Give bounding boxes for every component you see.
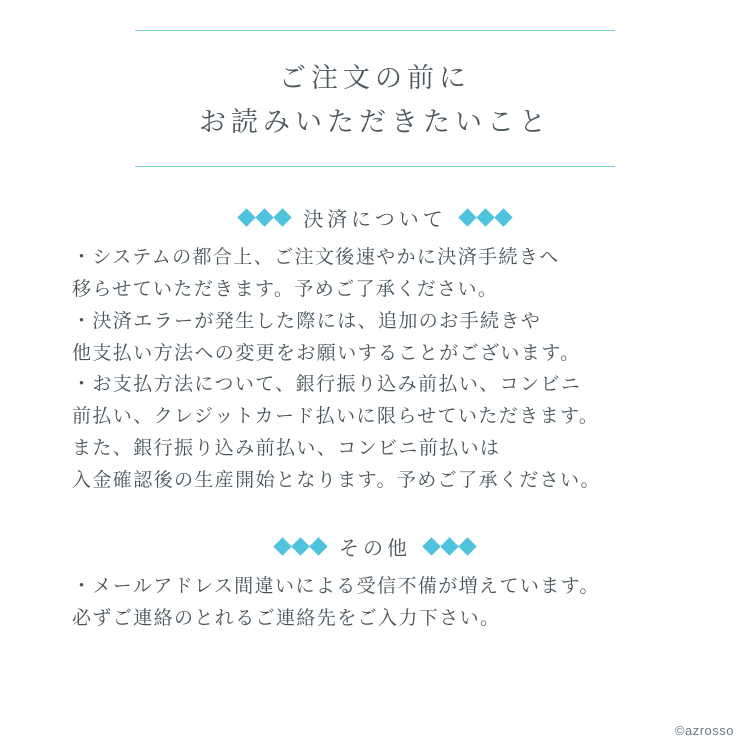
body-line: ・お支払方法について、銀行振り込み前払い、コンビニ — [72, 374, 582, 396]
page-title-line-2: お読みいただきたいこと — [199, 106, 551, 137]
section-body-payment — [0, 242, 750, 496]
body-line: 前払い、クレジットカード払いに限らせていただきます。 — [72, 406, 600, 428]
body-line: ・メールアドレス間違いによる受信不備が増えています。 — [72, 576, 600, 598]
body-line: ・システムの都合上、ご注文後速やかに決済手続きへ — [72, 247, 560, 269]
body-line: 入金確認後の生産開始となります。予めご了承ください。 — [72, 469, 601, 491]
copyright-credit: ©azrosso — [674, 723, 734, 738]
section-heading-payment — [0, 203, 750, 232]
body-line: 移らせていただきます。予めご了承ください。 — [72, 279, 499, 301]
page-title-line-1: ご注文の前に — [279, 63, 471, 93]
header-divider-top — [135, 30, 615, 31]
diamond-ornament-left-icon — [276, 540, 325, 553]
diamond-ornament-right-icon — [425, 540, 474, 553]
diamond-ornament-left-icon — [240, 211, 289, 224]
section-body-other — [0, 571, 750, 634]
body-line: ・決済エラーが発生した際には、追加のお手続きや — [72, 310, 542, 332]
body-line: また、銀行振り込み前払い、コンビニ前払いは — [72, 437, 501, 459]
header-divider-bottom — [135, 166, 615, 167]
section-heading-other — [0, 532, 750, 561]
section-title-other: その他 — [339, 538, 411, 561]
diamond-ornament-right-icon — [461, 211, 510, 224]
section-title-payment: 決済について — [303, 209, 447, 232]
body-line: 他支払い方法への変更をお願いすることがございます。 — [72, 342, 581, 364]
body-line: 必ずご連絡のとれるご連絡先をご入力下さい。 — [72, 607, 501, 629]
page-header — [0, 0, 750, 167]
